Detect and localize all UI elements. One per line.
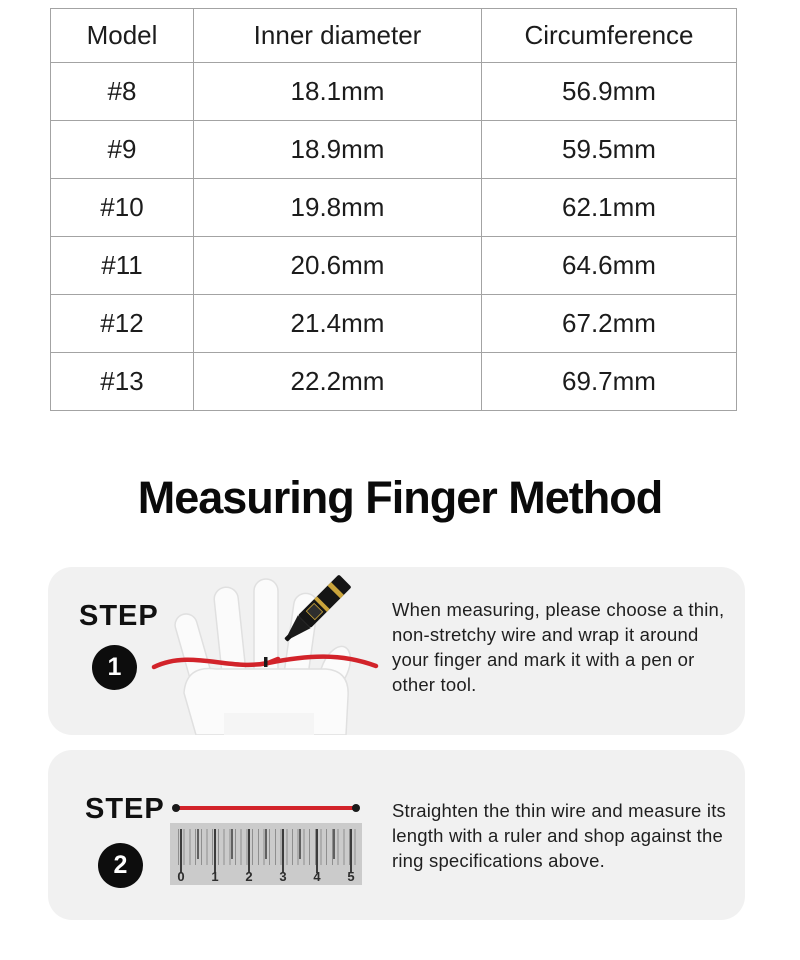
ruler-number: 3 bbox=[279, 869, 287, 884]
ruler-tick bbox=[299, 829, 301, 859]
table-row bbox=[51, 237, 737, 295]
header-model: Model bbox=[51, 9, 194, 63]
ruler-fine-ticks bbox=[178, 829, 358, 865]
cell-circ: 64.6mm bbox=[482, 237, 737, 295]
page-title: Measuring Finger Method bbox=[137, 472, 663, 523]
ruler-tick bbox=[231, 829, 233, 859]
table-header-row bbox=[51, 9, 737, 63]
ruler-tick bbox=[265, 829, 267, 859]
step-1-number-badge: 1 bbox=[92, 645, 137, 690]
step-1-card bbox=[48, 567, 745, 735]
cell-model: #9 bbox=[51, 121, 194, 179]
cell-inner: 18.9mm bbox=[194, 121, 482, 179]
step-2-card bbox=[48, 750, 745, 920]
cell-circ: 62.1mm bbox=[482, 179, 737, 237]
cell-inner: 19.8mm bbox=[194, 179, 482, 237]
cell-model: #11 bbox=[51, 237, 194, 295]
table-row bbox=[51, 295, 737, 353]
cell-model: #10 bbox=[51, 179, 194, 237]
step-2-label: STEP bbox=[85, 793, 165, 825]
hand-with-pen-icon bbox=[136, 573, 396, 735]
cell-inner: 20.6mm bbox=[194, 237, 482, 295]
cell-circ: 59.5mm bbox=[482, 121, 737, 179]
cell-inner: 18.1mm bbox=[194, 63, 482, 121]
cell-circ: 56.9mm bbox=[482, 63, 737, 121]
ruler-tick bbox=[180, 829, 182, 873]
table-row bbox=[51, 121, 737, 179]
ruler-tick bbox=[197, 829, 199, 859]
cell-circ: 69.7mm bbox=[482, 353, 737, 411]
wire-end-dot bbox=[172, 804, 180, 812]
cell-inner: 21.4mm bbox=[194, 295, 482, 353]
ruler-tick bbox=[350, 829, 352, 873]
cell-inner: 22.2mm bbox=[194, 353, 482, 411]
wire-end-dot bbox=[352, 804, 360, 812]
step-2-number-badge: 2 bbox=[98, 843, 143, 888]
header-inner-diameter: Inner diameter bbox=[194, 9, 482, 63]
ruler-tick bbox=[316, 829, 318, 873]
cell-model: #8 bbox=[51, 63, 194, 121]
table-row bbox=[51, 179, 737, 237]
cell-model: #13 bbox=[51, 353, 194, 411]
table-row bbox=[51, 63, 737, 121]
ruler-number: 4 bbox=[313, 869, 321, 884]
cell-circ: 67.2mm bbox=[482, 295, 737, 353]
step-1-label: STEP bbox=[79, 600, 159, 632]
header-circumference: Circumference bbox=[482, 9, 737, 63]
straight-wire-icon bbox=[174, 806, 358, 810]
ruler-tick bbox=[282, 829, 284, 873]
cell-model: #12 bbox=[51, 295, 194, 353]
ruler-number: 5 bbox=[347, 869, 355, 884]
ruler-number: 2 bbox=[245, 869, 253, 884]
step-2-instructions: Straighten the thin wire and measure its length with a ruler and shop against the ring specifications above. bbox=[392, 800, 726, 871]
ring-size-table bbox=[50, 8, 737, 411]
table-row bbox=[51, 353, 737, 411]
ruler-tick bbox=[248, 829, 250, 873]
ruler-tick bbox=[333, 829, 335, 859]
ruler-tick bbox=[214, 829, 216, 873]
ruler-number: 0 bbox=[177, 869, 185, 884]
ruler-icon bbox=[170, 823, 362, 885]
step-1-instructions: When measuring, please choose a thin, non-stretchy wire and wrap it around your finger and mark it with a pen or other tool. bbox=[392, 599, 725, 695]
ruler-number: 1 bbox=[211, 869, 219, 884]
